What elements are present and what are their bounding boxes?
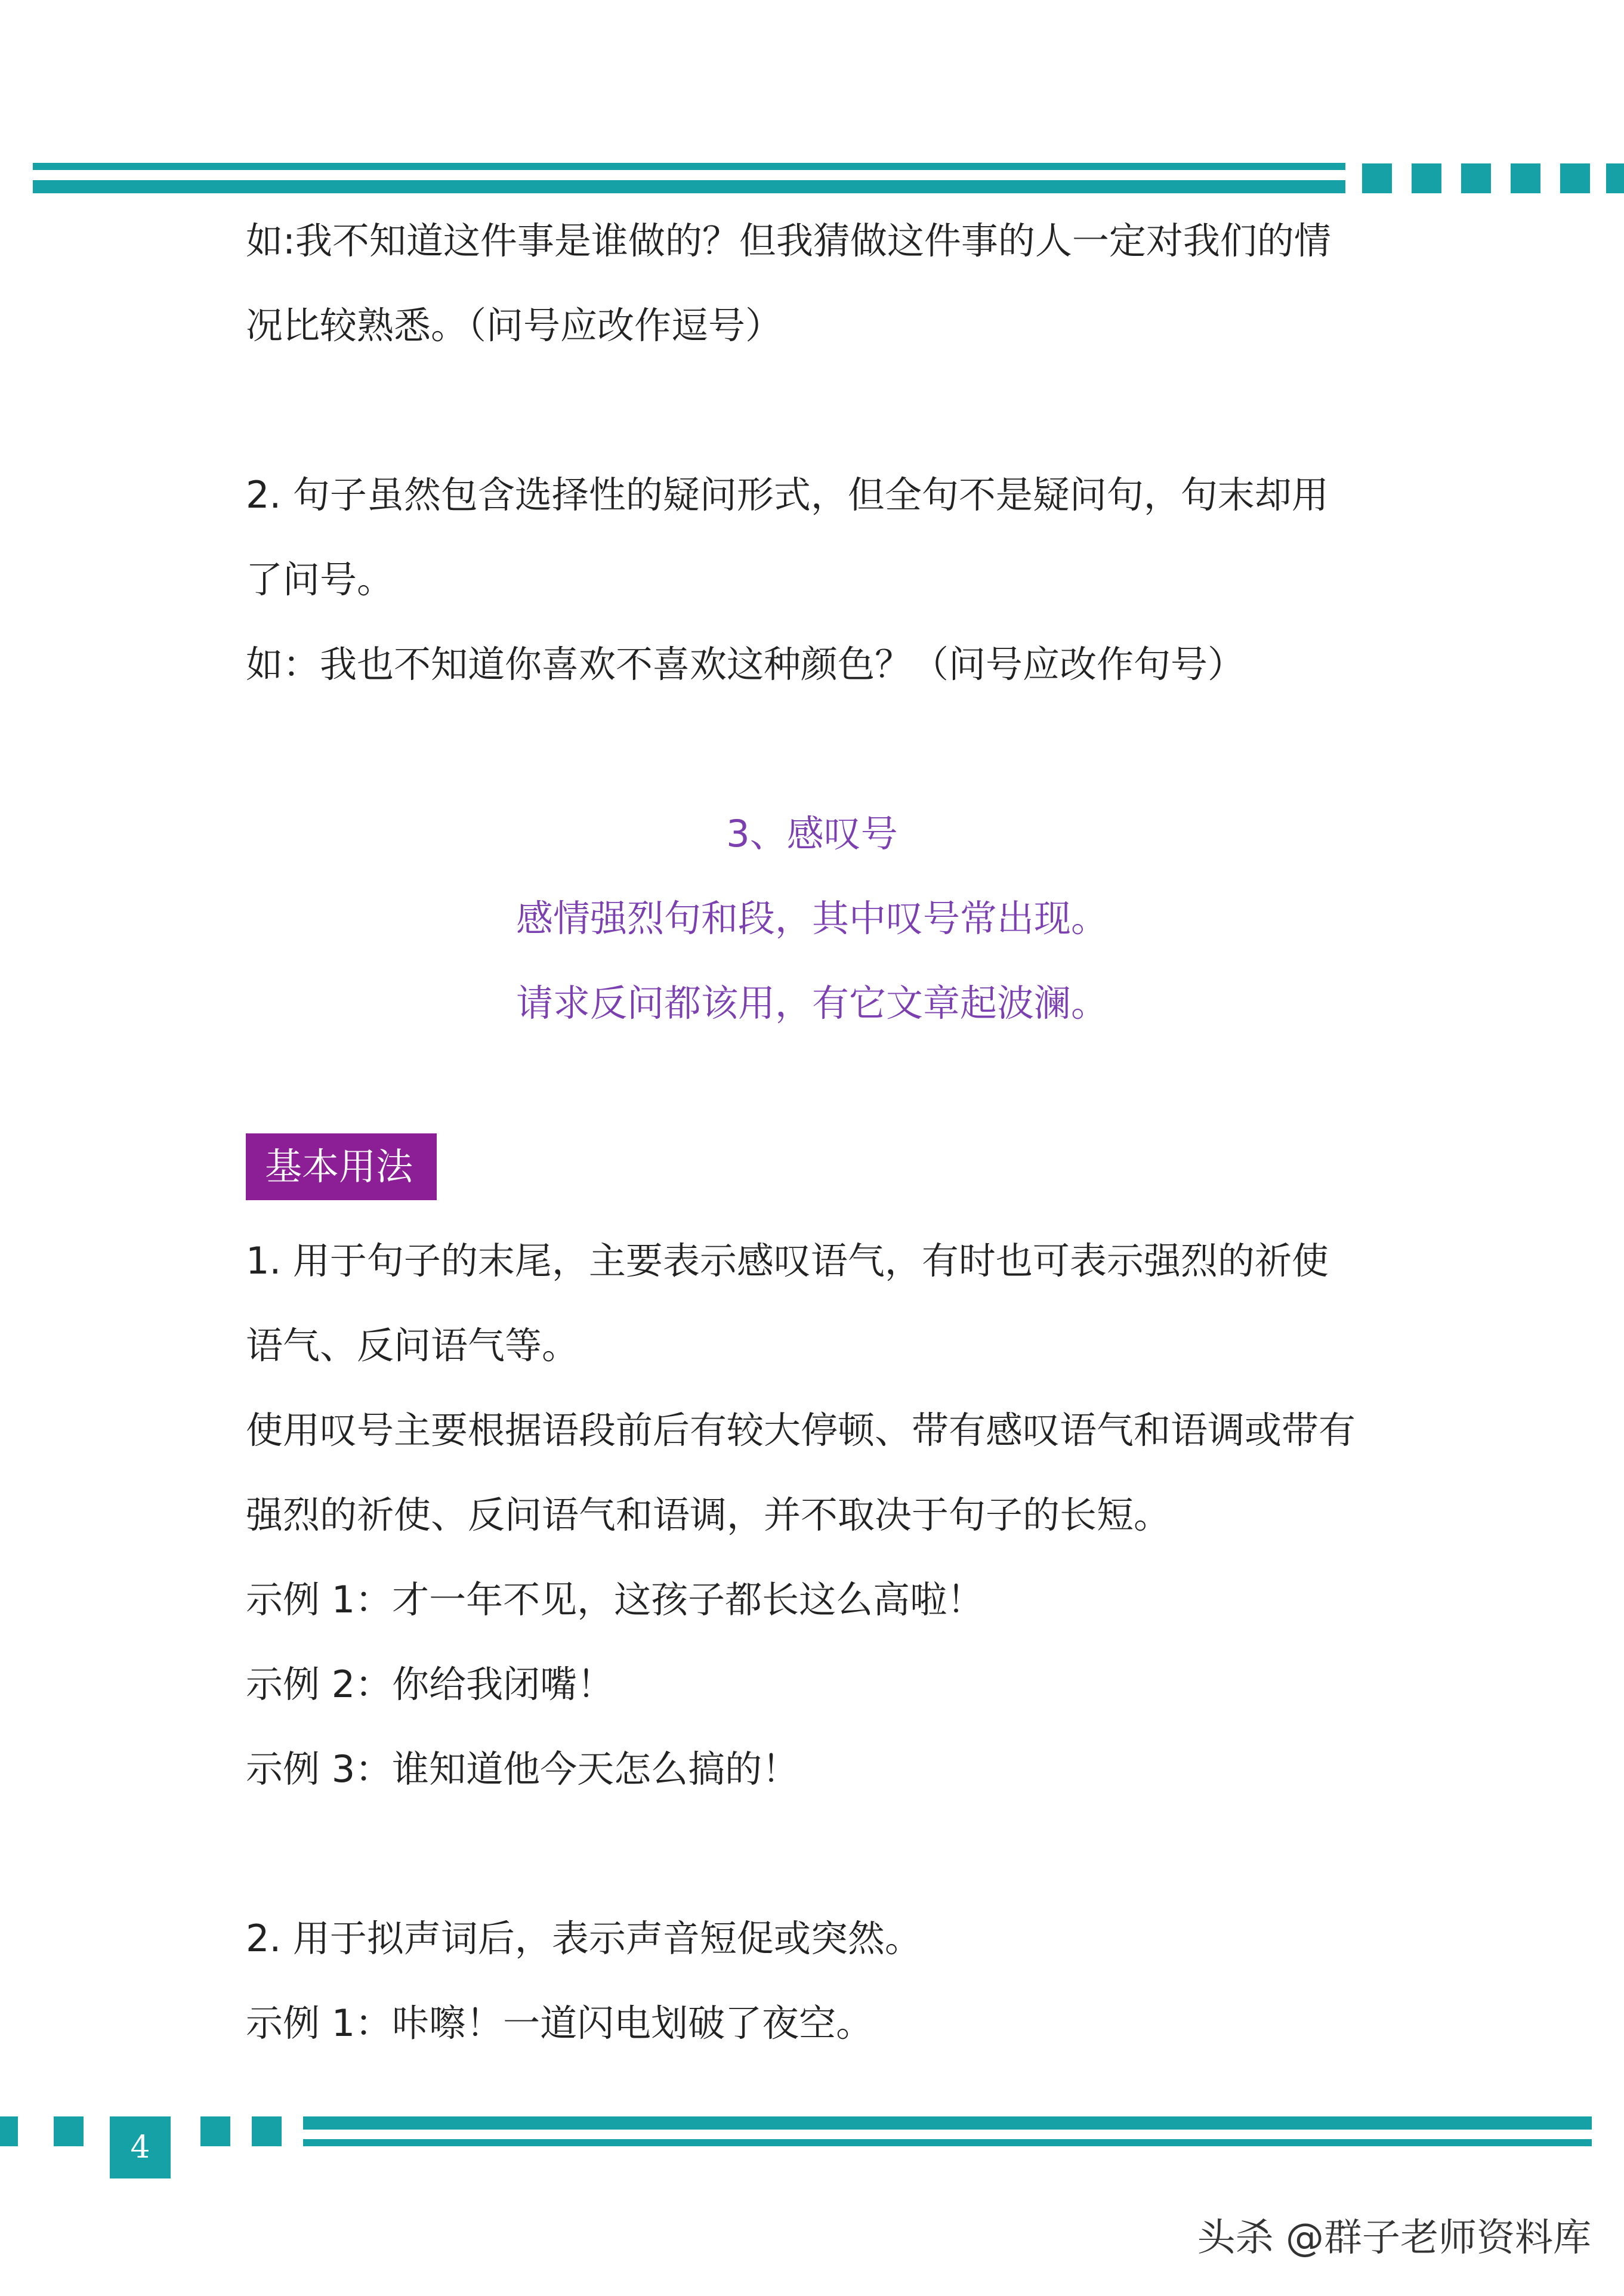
footer-line-bottom bbox=[303, 2139, 1592, 2146]
header-square bbox=[1461, 163, 1491, 193]
section-verse: 请求反问都该用，有它文章起波澜。 bbox=[515, 981, 1108, 1025]
paragraph-line: 了问号。 bbox=[246, 558, 394, 601]
example-line: 示例 1：才一年不见，这孩子都长这么高啦！ bbox=[246, 1578, 984, 1621]
header-square bbox=[1560, 163, 1590, 193]
footer-square bbox=[252, 2116, 282, 2146]
section-verse: 感情强烈句和段，其中叹号常出现。 bbox=[515, 897, 1108, 940]
paragraph-line: 如：我也不知道你喜欢不喜欢这种颜色？（问号应改作句号） bbox=[246, 642, 1245, 686]
header-square bbox=[1362, 163, 1392, 193]
footer-square bbox=[0, 2116, 18, 2146]
header-square bbox=[1412, 163, 1441, 193]
watermark: 头杀 @群子老师资料库 bbox=[1197, 2216, 1591, 2260]
paragraph-line: 2. 句子虽然包含选择性的疑问形式，但全句不是疑问句，句末却用 bbox=[246, 473, 1329, 517]
footer-line-top bbox=[303, 2116, 1592, 2130]
header-square bbox=[1511, 163, 1540, 193]
section-tag: 基本用法 bbox=[246, 1133, 437, 1200]
header-square bbox=[1606, 163, 1624, 193]
paragraph-line: 使用叹号主要根据语段前后有较大停顿、带有感叹语气和语调或带有 bbox=[246, 1408, 1356, 1452]
header-line-bottom bbox=[33, 180, 1345, 193]
paragraph-line: 2. 用于拟声词后，表示声音短促或突然。 bbox=[246, 1917, 922, 1960]
page-number: 4 bbox=[110, 2116, 171, 2178]
footer-square bbox=[200, 2116, 230, 2146]
section-title: 3、感叹号 bbox=[726, 812, 898, 855]
paragraph-line: 1. 用于句子的末尾，主要表示感叹语气，有时也可表示强烈的祈使 bbox=[246, 1239, 1329, 1283]
example-line: 示例 3：谁知道他今天怎么搞的！ bbox=[246, 1747, 799, 1791]
example-line: 示例 1：咔嚓！一道闪电划破了夜空。 bbox=[246, 2001, 873, 2045]
paragraph-line: 语气、反问语气等。 bbox=[246, 1324, 579, 1367]
header-line-top bbox=[33, 163, 1345, 170]
footer-square bbox=[54, 2116, 84, 2146]
example-line: 示例 2：你给我闭嘴！ bbox=[246, 1662, 615, 1706]
paragraph-line: 如:我不知道这件事是谁做的？但我猜做这件事的人一定对我们的情 bbox=[246, 219, 1331, 262]
paragraph-line: 况比较熟悉。（问号应改作逗号） bbox=[246, 304, 783, 347]
paragraph-line: 强烈的祈使、反问语气和语调，并不取决于句子的长短。 bbox=[246, 1493, 1171, 1537]
